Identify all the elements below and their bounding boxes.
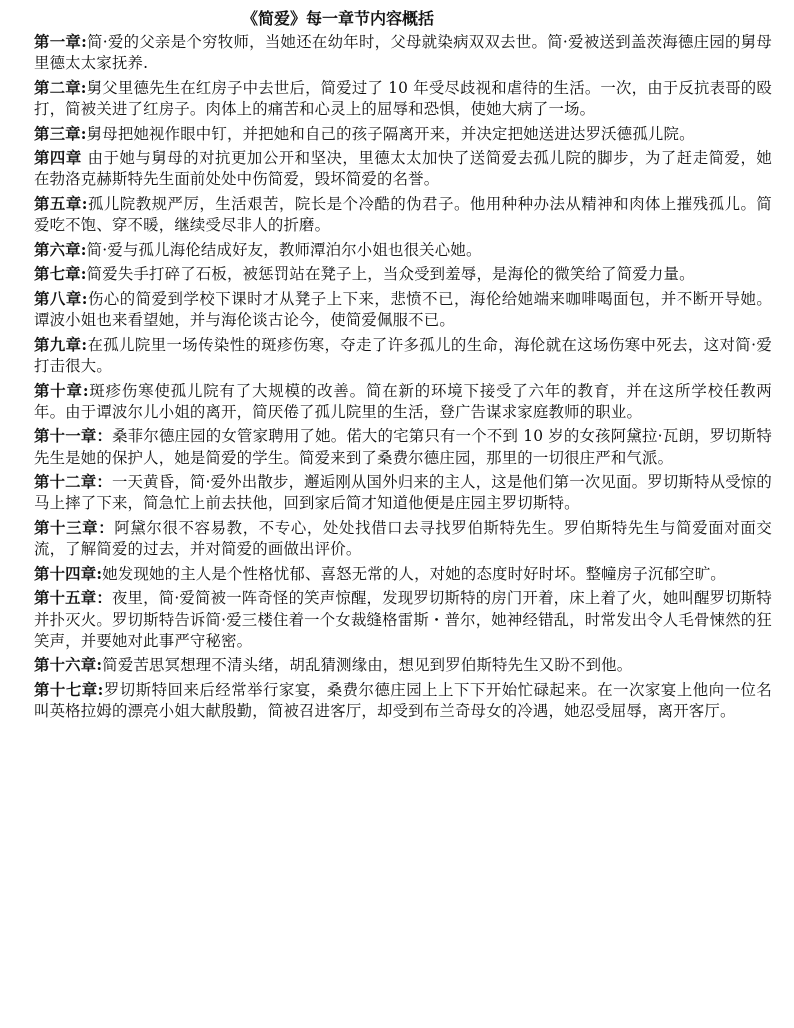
chapter-separator: ： (96, 589, 112, 608)
chapter-separator: : (82, 381, 89, 400)
chapter-label: 第十二章 (34, 473, 97, 492)
chapter-separator: : (80, 78, 87, 97)
chapter-separator: : (81, 194, 88, 213)
chapter-paragraph (34, 564, 772, 585)
chapter-paragraph (34, 335, 772, 377)
chapter-paragraph (34, 78, 772, 120)
chapter-separator: ： (96, 473, 112, 492)
chapter-label: 第七章 (34, 265, 81, 284)
chapter-label: 第八章 (34, 289, 82, 308)
chapter-label: 第十六章 (34, 656, 97, 675)
chapter-label: 第十章 (34, 381, 83, 400)
chapter-paragraph (34, 472, 772, 514)
chapter-separator: : (80, 124, 87, 143)
chapter-paragraph (34, 148, 772, 190)
chapter-summary: 由于她与舅母的对抗更加公开和坚决，里德太太加快了送简爱去孤儿院的脚步，为了赶走简爱，她在勃洛克赫斯特先生面前处处中伤简爱，毁坏简爱的名誉。 (34, 149, 772, 189)
chapter-separator: : (81, 289, 88, 308)
chapter-separator: : (81, 335, 88, 354)
chapter-label: 第二章 (34, 78, 81, 97)
chapter-summary: 孤儿院教规严厉，生活艰苦，院长是个冷酷的伪君子。他用种种办法从精神和肉体上摧残孤儿。简爱吃不饱、穿不暖，继续受尽非人的折磨。 (34, 194, 772, 235)
chapter-separator: : (96, 656, 103, 675)
chapter-separator: : (80, 240, 87, 259)
chapter-separator: : (80, 265, 87, 284)
chapter-summary: 罗切斯特回来后经常举行家宴，桑费尔德庄园上上下下开始忙碌起来。在一次家宴上他向一位名叫英格拉姆的漂亮小姐大献殷勤，简被召进客厅，却受到布兰奇母女的冷遇，她忍受屈辱，离开客厅。 (34, 680, 772, 721)
chapter-paragraph (34, 194, 772, 236)
chapter-summary: 一天黄昏，简·爱外出散步，邂逅刚从国外归来的主人，这是他们第一次见面。罗切斯特从受惊的马上摔了下来，简急忙上前去扶他，回到家后简才知道他便是庄园主罗切斯特。 (34, 473, 772, 513)
chapter-label: 第五章 (34, 194, 82, 213)
chapter-label: 第一章 (34, 33, 82, 51)
chapter-separator: ： (98, 518, 115, 537)
chapter-summary: 舅父里德先生在红房子中去世后，简爱过了 10 年受尽歧视和虐待的生活。一次，由于反抗表哥的殴打，简被关进了红房子。肉体上的痛苦和心灵上的屈辱和恐惧，使她大病了一场。 (34, 78, 772, 118)
chapter-paragraph (34, 264, 772, 285)
chapter-separator: : (97, 680, 104, 699)
chapter-summary: 简爱苦思冥想理不清头绪，胡乱猜测缘由，想见到罗伯斯特先生又盼不到他。 (102, 656, 633, 675)
chapter-list (34, 32, 772, 722)
document-title: 《简爱》每一章节内容概括 (241, 9, 434, 28)
chapter-label: 第十四章 (34, 564, 97, 583)
chapter-label: 第十七章 (34, 680, 98, 699)
chapter-label: 第十三章 (34, 518, 99, 537)
chapter-summary: 阿黛尔很不容易教，不专心，处处找借口去寻找罗伯斯特先生。罗伯斯特先生与简爱面对面交流，了解简爱的过去，并对简爱的画做出评价。 (34, 518, 772, 559)
chapter-label: 第六章 (34, 240, 81, 259)
chapter-summary: 斑疹伤寒使孤儿院有了大规模的改善。简在新的环境下接受了六年的教育，并在这所学校任教两年。由于谭波尔儿小姐的离开，简厌倦了孤儿院里的生活，登广告谋求家庭教师的职业。 (34, 381, 772, 421)
chapter-paragraph (34, 124, 772, 145)
chapter-separator: : (81, 33, 87, 51)
chapter-paragraph (34, 240, 772, 261)
chapter-summary: 在孤儿院里一场传染性的斑疹伤寒，夺走了许多孤儿的生命，海伦就在这场伤寒中死去，这对简·爱 打击很大。 (34, 335, 772, 375)
chapter-label: 第九章 (34, 335, 82, 354)
chapter-paragraph (34, 289, 772, 331)
chapter-summary: 桑菲尔德庄园的女管家聘用了她。偌大的宅第只有一个不到 10 岁的女孩阿黛拉·瓦朗，罗切斯特先生是她的保护人，她是简爱的学生。简爱来到了桑费尔德庄园，那里的一切很庄严和气派。 (34, 427, 772, 467)
chapter-summary: 简爱失手打碎了石板，被惩罚站在凳子上，当众受到羞辱，是海伦的微笑给了简爱力量。 (86, 265, 695, 284)
chapter-summary: 夜里，简·爱简被一阵奇怪的笑声惊醒，发现罗切斯特的房门开着，床上着了火，她叫醒罗切斯特并扑灭火。罗切斯特告诉简·爱三楼住着一个女裁缝格雷斯・普尔，她神经错乱，时常发出令人毛骨悚然的狂笑声，并要她对此事严守秘密。 (34, 589, 772, 650)
chapter-paragraph (34, 655, 772, 676)
chapter-summary: 简·爱的父亲是个穷牧师，当她还在幼年时，父母就染病双双去世。简·爱被送到盖茨海德庄园的舅母里德太太家抚养. (34, 33, 772, 73)
chapter-paragraph (34, 426, 772, 468)
chapter-label: 第十一章 (34, 427, 97, 446)
chapter-summary: 舅母把她视作眼中钉，并把她和自己的孩子隔离开来，并决定把她送进达罗沃德孤儿院。 (86, 124, 695, 143)
chapter-summary: 伤心的简爱到学校下课时才从凳子上下来，悲愤不已，海伦给她端来咖啡喝面包，并不断开导她。谭波小姐也来看望她，并与海伦谈古论今，使简爱佩服不已。 (34, 289, 772, 330)
chapter-summary: 简·爱与孤儿海伦结成好友，教师潭泊尔小姐也很关心她。 (86, 240, 482, 259)
chapter-label: 第四章 (34, 149, 82, 168)
chapter-separator: ： (96, 427, 113, 446)
chapter-summary: 她发现她的主人是个性格忧郁、喜怒无常的人，对她的态度时好时坏。整幢房子沉郁空旷。 (102, 564, 726, 583)
chapter-paragraph (34, 588, 772, 652)
chapter-label: 第十五章 (34, 589, 97, 608)
chapter-paragraph (34, 381, 772, 423)
chapter-paragraph (34, 518, 772, 560)
chapter-separator: : (96, 564, 103, 583)
chapter-label: 第三章 (34, 124, 81, 143)
chapter-paragraph (34, 32, 772, 74)
chapter-paragraph (34, 680, 772, 722)
